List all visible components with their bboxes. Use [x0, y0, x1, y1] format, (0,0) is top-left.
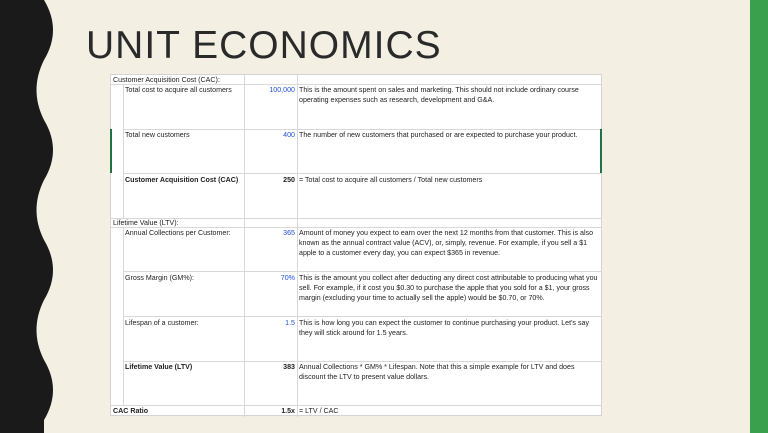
grid-line: [111, 218, 601, 219]
grid-line: [297, 75, 298, 417]
row-label: Total new customers: [125, 131, 190, 139]
section-header-cac: Customer Acquisition Cost (CAC):: [113, 76, 220, 84]
row-description: The number of new customers that purchased or are expected to purchase your product.: [299, 131, 578, 139]
row-label: Customer Acquisition Cost (CAC): [125, 176, 239, 184]
row-label: Lifetime Value (LTV): [125, 363, 193, 371]
row-description: This is how long you can expect the customer to continue purchasing your product. Let's say they will stick around for 1.5 years.: [299, 319, 589, 337]
accent-bar: [750, 0, 768, 433]
spreadsheet-table: [110, 74, 602, 416]
row-description: Annual Collections * GM% * Lifespan. Note that this a simple example for LTV and does discount the LTV to present value dollars.: [299, 363, 575, 381]
row-value: 1.5x: [281, 407, 295, 415]
grid-line: [123, 84, 124, 218]
row-description: = Total cost to acquire all customers / Total new customers: [299, 176, 483, 184]
row-value: 100,000: [269, 86, 295, 94]
slide-title: UNIT ECONOMICS: [86, 24, 442, 67]
row-value: 400: [283, 131, 295, 139]
row-label: Lifespan of a customer:: [125, 319, 199, 327]
selected-row-indicator: [110, 129, 112, 173]
grid-line: [123, 316, 601, 317]
wavy-border-decoration: [0, 0, 60, 433]
row-label: CAC Ratio: [113, 407, 149, 415]
row-description: This is the amount you collect after deducting any direct cost attributable to producing what you sell. For example, if it cost you $0.30 to purchase the apple that you sold for a $1, your gross margin (excluding your time to actually sell the apple) would be $0.70, or 70%.: [299, 274, 598, 302]
grid-line: [123, 271, 601, 272]
row-value: 383: [283, 363, 295, 371]
row-label: Gross Margin (GM%):: [125, 274, 194, 282]
row-label: Total cost to acquire all customers: [125, 86, 232, 94]
row-value: 250: [283, 176, 295, 184]
row-description: = LTV / CAC: [299, 407, 339, 415]
grid-line: [123, 173, 601, 174]
row-value: 365: [283, 229, 295, 237]
row-description: This is the amount spent on sales and marketing. This should not include ordinary course operating expenses such as research, development and G&A.: [299, 86, 579, 104]
row-value: 70%: [280, 274, 295, 282]
row-value: 1.5: [285, 319, 295, 327]
section-header-ltv: Lifetime Value (LTV):: [113, 219, 179, 227]
row-description: Amount of money you expect to earn over the next 12 months from that customer. This is also known as the annual contract value (ACV), or, simply, revenue. For example, if you sell a $1 apple to a customer every day, you can expect $365 in revenue.: [299, 229, 594, 257]
row-label: Annual Collections per Customer:: [125, 229, 231, 237]
